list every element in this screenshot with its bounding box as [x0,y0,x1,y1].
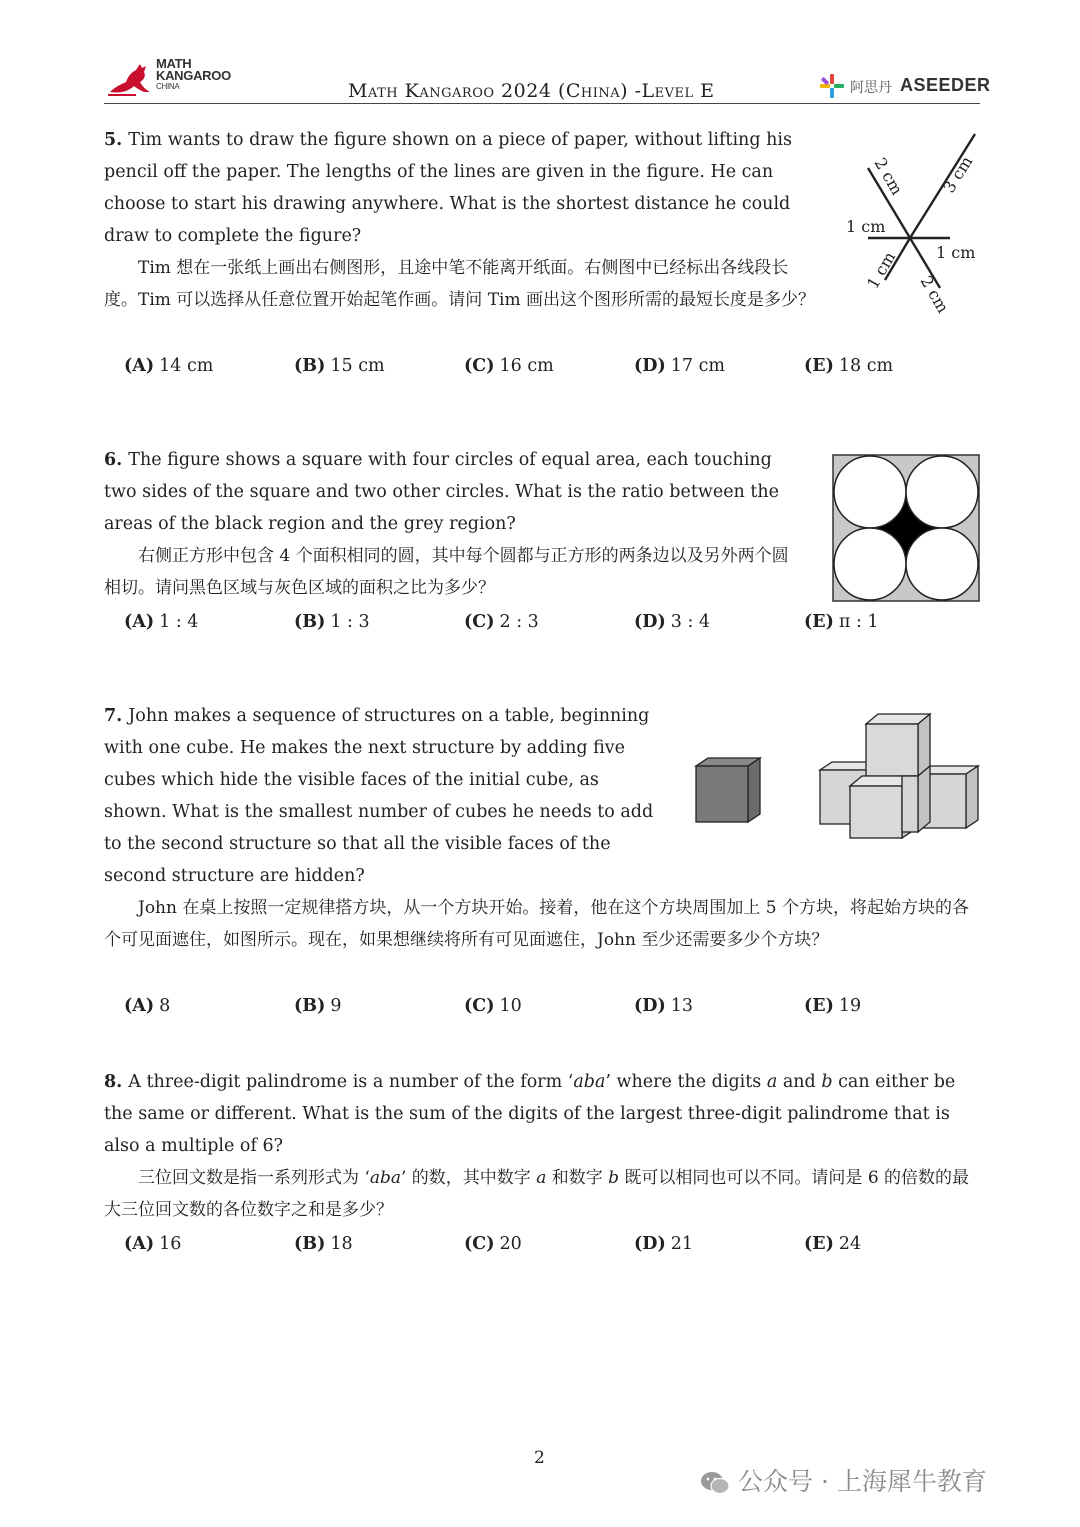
wechat-watermark [700,1462,987,1498]
aseeder-logo [818,72,991,102]
question-text-cn: 右侧正方形中包含 4 个面积相同的圆，其中每个圆都与正方形的两条边以及另外两个圆相切。请问黑色区域与灰色区域的面积之比为多少？ [104,546,789,598]
question-text-en: 8. A three-digit palindrome is a number of the form ‘aba’ where the digits a and b can either be the same or different. What is the sum of the digits of the largest three-digit palindrome that is also a multiple of 6? [104,1072,956,1156]
option-e[interactable]: (E) 18 cm [804,356,894,376]
option-a[interactable]: (A) 14 cm [124,356,214,376]
option-e[interactable]: (E) 19 [804,996,862,1016]
option-b[interactable]: (B) 18 [294,1234,353,1254]
question-text-cn: 三位回文数是指一系列形式为 ‘aba’ 的数，其中数字 a 和数字 b 既可以相同也可以不同。请问是 6 的倍数的最大三位回文数的各位数字之和是多少？ [104,1168,970,1220]
aseeder-en-name: ASEEDER [900,75,991,95]
label-1cm-left: 1 cm [846,217,886,236]
question-text-en: John makes a sequence of structures on a table, beginning with one cube. He makes the next structure by adding five cubes which hide the visible faces of the initial cube, as shown. What is the smallest number of cubes he needs to add to the second structure so that all the visible faces of the second structure are hidden? [104,706,654,886]
question-6 [104,444,804,604]
circle-top-left [834,456,906,528]
question-number: 6. [104,450,123,470]
page-number: 2 [534,1448,545,1468]
wechat-icon [700,1470,730,1496]
label-3cm: 3 cm [939,152,977,197]
question-7-cn [104,892,980,956]
circle-bottom-left [834,528,906,600]
question-text-cn: Tim 想在一张纸上画出右侧图形，且途中笔不能离开纸面。右侧图中已经标出各线段长度。Tim 可以选择从任意位置开始起笔作画。请问 Tim 画出这个图形所需的最短长度是多少？ [104,258,816,310]
watermark-text: 公众号 · 上海犀牛教育 [738,1467,987,1496]
option-e[interactable]: (E) 24 [804,1234,862,1254]
option-b[interactable]: (B) 15 cm [294,356,385,376]
question-number: 8. [104,1072,123,1092]
option-c[interactable]: (C) 20 [464,1234,522,1254]
header-rule [104,103,980,104]
option-d[interactable]: (D) 21 [634,1234,694,1254]
question-7-figure [692,708,982,840]
question-text-en: Tim wants to draw the figure shown on a piece of paper, without lifting his pencil off the paper. The lengths of the lines are given in the figure. He can choose to start his drawing anywhere. What is the shortest distance he could draw to complete the figure? [104,130,792,246]
option-c[interactable]: (C) 10 [464,996,522,1016]
question-6-figure [832,454,980,602]
question-8-options [124,1234,984,1266]
question-number: 5. [104,130,123,150]
question-7-en [104,700,664,892]
question-8 [104,1066,980,1226]
question-text-cn: John 在桌上按照一定规律搭方块，从一个方块开始。接着，他在这个方块周围加上 5 个方块，将起始方块的各个可见面遮住，如图所示。现在，如果想继续将所有可见面遮住，John 至少还需要多少个方块？ [104,898,969,950]
option-e[interactable]: (E) π : 1 [804,612,879,632]
circle-bottom-right [906,528,978,600]
option-a[interactable]: (A) 1 : 4 [124,612,199,632]
question-7-options [124,996,984,1028]
math-kangaroo-logo [106,58,236,102]
question-5-figure [840,128,985,323]
question-text-en: The figure shows a square with four circles of equal area, each touching two sides of the square and two other circles. What is the ratio between the areas of the black region and the grey region? [104,450,780,534]
single-dark-cube [696,758,760,822]
option-a[interactable]: (A) 16 [124,1234,182,1254]
five-cube-structure [820,714,978,838]
label-1cm-lower: 1 cm [863,248,900,292]
option-c[interactable]: (C) 2 : 3 [464,612,539,632]
option-c[interactable]: (C) 16 cm [464,356,554,376]
question-5-options [124,356,984,388]
circle-top-right [906,456,978,528]
kangaroo-icon [106,58,154,98]
label-2cm-lower: 2 cm [916,272,953,317]
option-d[interactable]: (D) 17 cm [634,356,725,376]
question-number: 7. [104,706,123,726]
option-d[interactable]: (D) 13 [634,996,694,1016]
aseeder-star-icon [818,72,846,100]
math-kangaroo-wordmark: MATH KANGAROO CHINA [156,56,231,91]
option-b[interactable]: (B) 1 : 3 [294,612,370,632]
question-5 [104,124,818,316]
option-b[interactable]: (B) 9 [294,996,342,1016]
page-title: Math Kangaroo 2024 (China) -Level E [348,80,715,102]
question-6-options [124,612,984,644]
option-d[interactable]: (D) 3 : 4 [634,612,711,632]
option-a[interactable]: (A) 8 [124,996,171,1016]
aseeder-cn-name: 阿思丹 [850,80,892,96]
label-1cm-right: 1 cm [936,243,976,262]
label-2cm-upper: 2 cm [870,154,907,199]
